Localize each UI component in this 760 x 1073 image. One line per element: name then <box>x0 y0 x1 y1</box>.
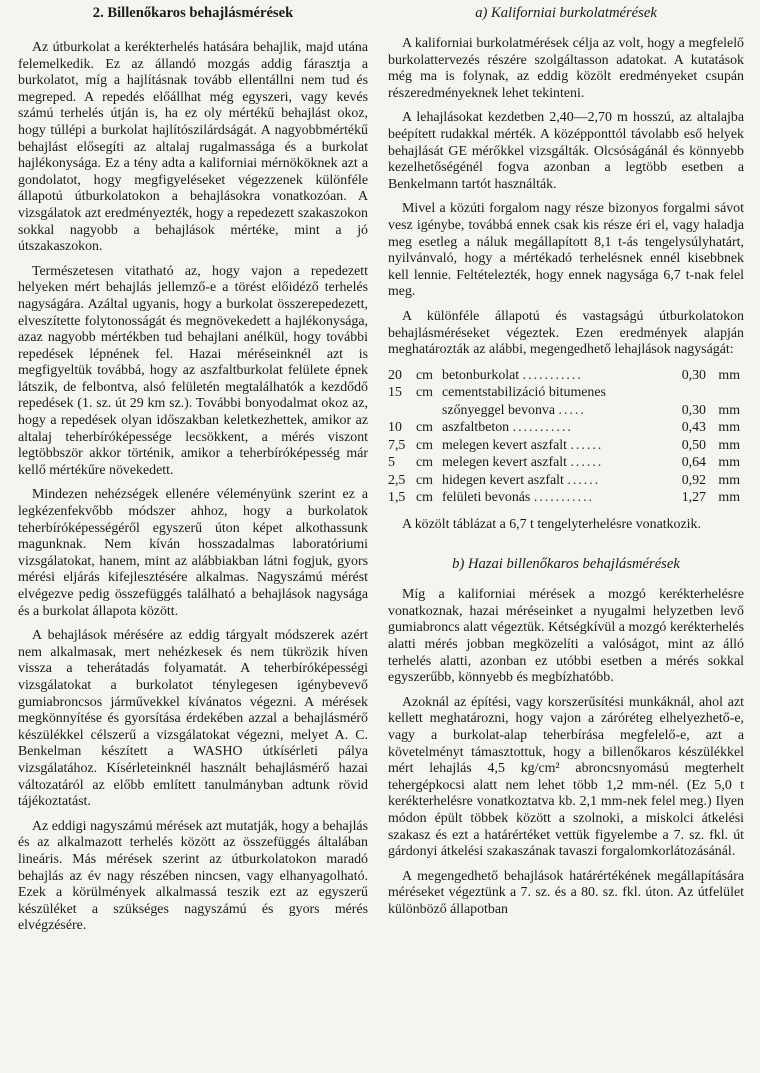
thickness-cell: 5 <box>388 455 395 471</box>
left-paragraph-5: Az eddigi nagyszámú mérések azt mutatják, hogy a behajlás és az alkalmazott terhelés között az összefüggés általában lineáris. Más mérések szerint az útburkolatokon maradó behajlás az év nagy részében nincsen, vagy elhanyagolható. Ezek a körülmények alkalmassá teszik ezt az egyszerű készüléket a szükséges nagyszámú és gyors mérés elvégzésére. <box>18 818 368 934</box>
right-paragraph-a4: A különféle állapotú és vastagságú útburkolatokon behajlásméréseket végeztek. Ezen eredmények alapján meghatározták az alábbi, megengedhető lehajlások nagyságát: <box>388 308 744 358</box>
mm-cell: mm <box>718 490 740 506</box>
unit-cell: cm <box>416 385 433 401</box>
mm-cell: mm <box>718 472 740 488</box>
right-paragraph-a3: Mivel a közúti forgalom nagy része bizonyos forgalmi sávot vesz igénybe, továbbá ennek csak kis része éri el, vagy haladja meg esetleg a náluk megállapított 8,1 t-ás tengelysúlyhatárt, nyilvánvaló, hogy a mértékadó terhelésnek ennél kisebbnek kell lennie. Feltételezték, hogy ennek nagysága 6,7 t-nak felel meg. <box>388 201 744 300</box>
right-paragraph-a2: A lehajlásokat kezdetben 2,40—2,70 m hosszú, az altalajba beépített rudakkal mérték. A középponttól távolabb eső helyek behajlását GE mérőkkel vizsgálták. Olcsóságánál és könnyebb kezelhetőségénél fogva azonban a legtöbb esetben a Benkelmann tartót használták. <box>388 110 744 192</box>
value-cell: 0,92 <box>681 472 706 488</box>
unit-cell: cm <box>416 367 433 383</box>
left-paragraph-3: Mindezen nehézségek ellenére véleményünk szerint ez a legkézenfekvőbb módszer ahhoz, hogy a burkolatok teherbíróképességéről egyszerű úton képet alkothassunk magunknak. Nem kíván hosszadalmas laboratóriumi vizsgálatokat, hanem, mint az alábbiakban látni fogjuk, gyors mérési eljárás kifejlesztésére alkalmas. Nagyszámú mérést elvégezve pedig összefüggés található a behajlások nagysága és a burkolat állapota között. <box>18 487 368 619</box>
subsection-a-title: a) Kaliforniai burkolatmérések <box>475 5 657 21</box>
unit-cell: cm <box>416 455 433 471</box>
table-row <box>388 489 740 507</box>
description-cell: melegen kevert aszfalt ...... <box>442 455 604 471</box>
subsection-b-title: b) Hazai billenőkaros behajlásmérések <box>452 556 680 573</box>
right-paragraph-b3: A megengedhető behajlások határértékének megállapítására méréseket végeztünk a 7. sz. és a 80. sz. fkl. úton. Az útfelület különböző állapotban <box>388 868 744 917</box>
left-column <box>18 4 368 943</box>
thickness-cell: 20 <box>388 367 402 383</box>
right-column <box>388 4 744 927</box>
unit-cell: cm <box>416 420 433 436</box>
right-paragraph-b2: Azoknál az építési, vagy korszerűsítési munkáknál, ahol azt kellett meghatározni, hogy vajon a záróréteg elhelyezhető-e, vagy a burkolat-alap teherbírása megfelelő-e, azt a követelményt támasztottuk, hogy a billenőkaros készülékkel mért lehajlás 4,5 kg/cm² abroncsnyomású megterhelt tehergépkocsi alatt nem lehet több 1,2 mm-nél. (Ez 5,0 t kerékterhelésre vonatkoztatva kb. 2,1 mm-nek felel meg.) Ilyen módon épült többek között a szolnoki, a miskolci átkelési szakasz és ezt a határértéket vettük figyelembe a 7. sz. fkl. út gárdonyi átkelési szakaszának tavaszi forgalomkorlátozásánál. <box>388 694 744 860</box>
thickness-cell: 7,5 <box>388 437 406 453</box>
mm-cell: mm <box>718 437 740 453</box>
left-paragraph-1: Az útburkolat a kerékterhelés hatására behajlik, majd utána felemelkedik. Ez az állandó mozgás addig fárasztja a burkolatot, míg a hajlításnak tovább ellentállni nem tud és megreped. A repedés előállhat még egyszeri, vagy kevés számú terhelés útján is, ha ez oly mértékű behajlást okoz, hogy túllépi a burkolat hajlítószilárdságát. A nagyobbmértékű behajlást elősegíti az altalaj rugalmassága és a burkolat hajlékonysága. Ez a tény adta a kaliforniai mérnököknek azt a gondolatot, hogy megfigyeléseket végezzenek különféle állapotú útburkolatokon a behajlásokra vonatkozóan. A vizsgálatok azt eredményezték, hogy a repedezett szakaszokon sokkal nagyobb a behajlások mértéke, mint a jó útszakaszokon. <box>18 40 368 255</box>
unit-cell: cm <box>416 490 433 506</box>
left-paragraph-4: A behajlások mérésére az eddig tárgyalt módszerek azért nem alkalmasak, mert nehézkesek és nem tükrözik híven vissza a teherátadás folyamatát. A teherbíróképességi vizsgálatokat a burkolatot ténylegesen igénybevevő gumiabroncsos járművekkel kívánatos végezni. A mérések megkönnyítése és gyorsítása érdekében azzal a behajlásmérő készülékkel célszerű a vizsgálatokat végezni, melyet A. C. Benkelman készített a WASHO útkísérleti pálya vizsgálatához. Kísérleteinknél használt behajlásmérő hazai változatáról az előbb említett tanulmányban adtunk rövid tájékoztatást. <box>18 628 368 810</box>
table-row <box>388 384 740 419</box>
description-cell: melegen kevert aszfalt ...... <box>442 437 604 453</box>
thickness-cell: 2,5 <box>388 472 406 488</box>
description-cell: betonburkolat ........... <box>442 367 583 383</box>
table-row <box>388 437 740 455</box>
value-cell: 0,43 <box>681 420 706 436</box>
table-row <box>388 419 740 437</box>
right-paragraph-a1: A kaliforniai burkolatmérések célja az volt, hogy a megfelelő burkolattervezés részére szolgáltasson adatokat. A kutatások még ma is folynak, az eddig közölt eredményeket csupán részeredményeknek lehet tekinteni. <box>388 36 744 101</box>
mm-cell: mm <box>718 367 740 383</box>
mm-cell: mm <box>718 420 740 436</box>
thickness-cell: 10 <box>388 420 402 436</box>
table-row <box>388 367 740 385</box>
description-cell: aszfaltbeton ........... <box>442 420 573 436</box>
value-cell: 0,50 <box>681 437 706 453</box>
value-cell: 0,30 <box>681 367 706 383</box>
value-cell: 1,27 <box>681 490 706 506</box>
value-cell: 0,64 <box>681 455 706 471</box>
deflection-table <box>388 367 740 507</box>
mm-cell: mm <box>718 402 740 418</box>
mm-cell: mm <box>718 455 740 471</box>
left-paragraph-2: Természetesen vitatható az, hogy vajon a repedezett helyeken mért behajlás jellemző-e a törést előidéző terhelés nagyságára. Azáltal ugyanis, hogy a burkolat összerepedezett, elveszítette folytonosságát és megnövekedett a hajlékonysága, azaz nagyobb mértékben tud behajlani anélkül, hogy további repedések lépnének fel. Hazai méréseinknél azt is megfigyeltük továbbá, hogy az aszfaltburkolat felülete épnek látszik, de felbontva, alsó felületén megtalálhatók a kezdődő repedések (1. sz. út 29 km sz.). További bonyodalmat okoz az, hogy a repedések olyan időszakban keletkezhettek, amikor az altalaj teherbíróképessége lecsökkent, a mérés viszont legtöbbször akkor történik, amikor a teherbíróképesség már kellő mértékűre növekedett. <box>18 263 368 478</box>
unit-cell: cm <box>416 437 433 453</box>
right-paragraph-b1: Míg a kaliforniai mérések a mozgó kerékterhelésre vonatkoznak, hazai méréseinket a nyugalmi helyzetben levő gumiabroncs alatt végeztük. Kétségkívül a mozgó kerékterhelés alatti mérés jobban megközelíti a valóságot, mint az álló terhelés alatti, azonban ez utóbbi esetben a mérés sokkal egyszerűbb, könnyebb és megbízhatóbb. <box>388 587 744 686</box>
table-row <box>388 454 740 472</box>
value-cell: 0,30 <box>681 402 706 418</box>
thickness-cell: 1,5 <box>388 490 406 506</box>
description-cell: cementstabilizáció bitumenes szőnyeggel bevonva ..... <box>442 385 606 418</box>
unit-cell: cm <box>416 472 433 488</box>
table-row <box>388 472 740 490</box>
table-note: A közölt táblázat a 6,7 t tengelyterhelésre vonatkozik. <box>402 516 701 532</box>
description-cell: felületi bevonás ........... <box>442 490 595 506</box>
description-cell: hidegen kevert aszfalt ...... <box>442 472 601 488</box>
section-title: 2. Billenőkaros behajlásmérések <box>92 5 294 21</box>
thickness-cell: 15 <box>388 385 402 401</box>
